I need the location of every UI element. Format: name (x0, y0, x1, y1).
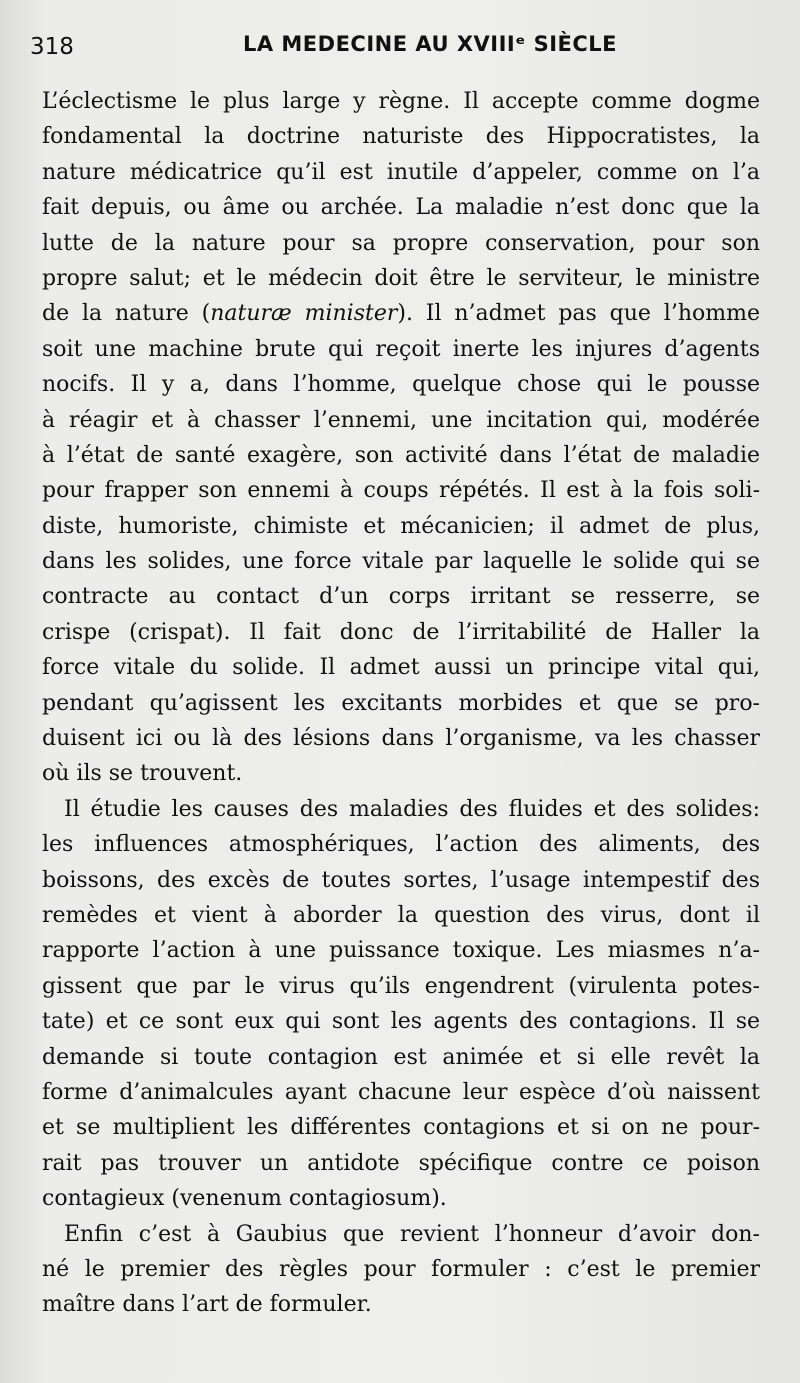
text-line: contracte au contact d’un corps irritant se resserre, se (42, 584, 760, 610)
paragraph (42, 84, 760, 792)
text-line: à l’état de santé exagère, son activité dans l’état de maladie (42, 442, 760, 468)
text-line: rait pas trouver un antidote spécifique contre ce poison (42, 1150, 760, 1176)
text-line: demande si toute contagion est animée et si elle revêt la (42, 1044, 760, 1070)
text-line: contagieux (venenum contagiosum). (42, 1186, 447, 1212)
text-line: remèdes et vient à aborder la question des virus, dont il (42, 902, 760, 928)
text-line: nocifs. Il y a, dans l’homme, quelque chose qui le pousse (42, 372, 760, 398)
text-line: né le premier des règles pour formuler : c’est le premier (42, 1256, 760, 1282)
text-line: tate) et ce sont eux qui sont les agents des contagions. Il se (42, 1009, 760, 1035)
page-header (30, 32, 760, 66)
text-line: fondamental la doctrine naturiste des Hippocratistes, la (42, 124, 760, 150)
page-number: 318 (30, 34, 74, 60)
text-line: de la nature (naturæ minister). Il n’admet pas que l’homme (42, 301, 760, 327)
text-line: et se multiplient les différentes contagions et si on ne pour- (42, 1115, 760, 1141)
text-line: propre salut; et le médecin doit être le serviteur, le ministre (42, 265, 760, 291)
text-line: Enfin c’est à Gaubius que revient l’honneur d’avoir don- (64, 1221, 760, 1247)
text-line: rapporte l’action à une puissance toxique. Les miasmes n’a- (42, 938, 760, 964)
text-line: gissent que par le virus qu’ils engendrent (virulenta potes- (42, 973, 760, 999)
text-line: crispe (crispat). Il fait donc de l’irritabilité de Haller la (42, 619, 760, 645)
text-line: dans les solides, une force vitale par laquelle le solide qui se (42, 549, 760, 575)
paragraph (42, 1217, 760, 1323)
text-line: lutte de la nature pour sa propre conservation, pour son (42, 230, 760, 256)
text-line: pour frapper son ennemi à coups répétés. Il est à la fois soli- (42, 478, 760, 504)
text-line: fait depuis, ou âme ou archée. La maladie n’est donc que la (42, 195, 760, 221)
text-line: force vitale du solide. Il admet aussi un principe vital qui, (42, 655, 760, 681)
text-line: L’éclectisme le plus large y règne. Il accepte comme dogme (42, 89, 760, 114)
text-line: où ils se trouvent. (42, 761, 243, 787)
text-line: les influences atmosphériques, l’action des aliments, des (42, 832, 760, 858)
text-line: Il étudie les causes des maladies des fluides et des solides: (64, 796, 760, 822)
body-text (42, 84, 760, 1323)
text-line: duisent ici ou là des lésions dans l’organisme, va les chasser (42, 726, 760, 752)
text-line: diste, humoriste, chimiste et mécanicien; il admet de plus, (42, 513, 760, 539)
text-line: nature médicatrice qu’il est inutile d’appeler, comme on l’a (42, 159, 760, 185)
text-line: à réagir et à chasser l’ennemi, une incitation qui, modérée (42, 407, 760, 433)
text-line: pendant qu’agissent les excitants morbides et que se pro- (42, 690, 760, 716)
running-title: LA MEDECINE AU XVIIIᵉ SIÈCLE (242, 32, 618, 56)
text-line: boissons, des excès de toutes sortes, l’usage intempestif des (42, 867, 760, 893)
text-line: soit une machine brute qui reçoit inerte les injures d’agents (42, 336, 760, 362)
text-line: forme d’animalcules ayant chacune leur espèce d’où naissent (42, 1079, 760, 1105)
text-line: maître dans l’art de formuler. (42, 1292, 372, 1318)
paragraph (42, 792, 760, 1217)
